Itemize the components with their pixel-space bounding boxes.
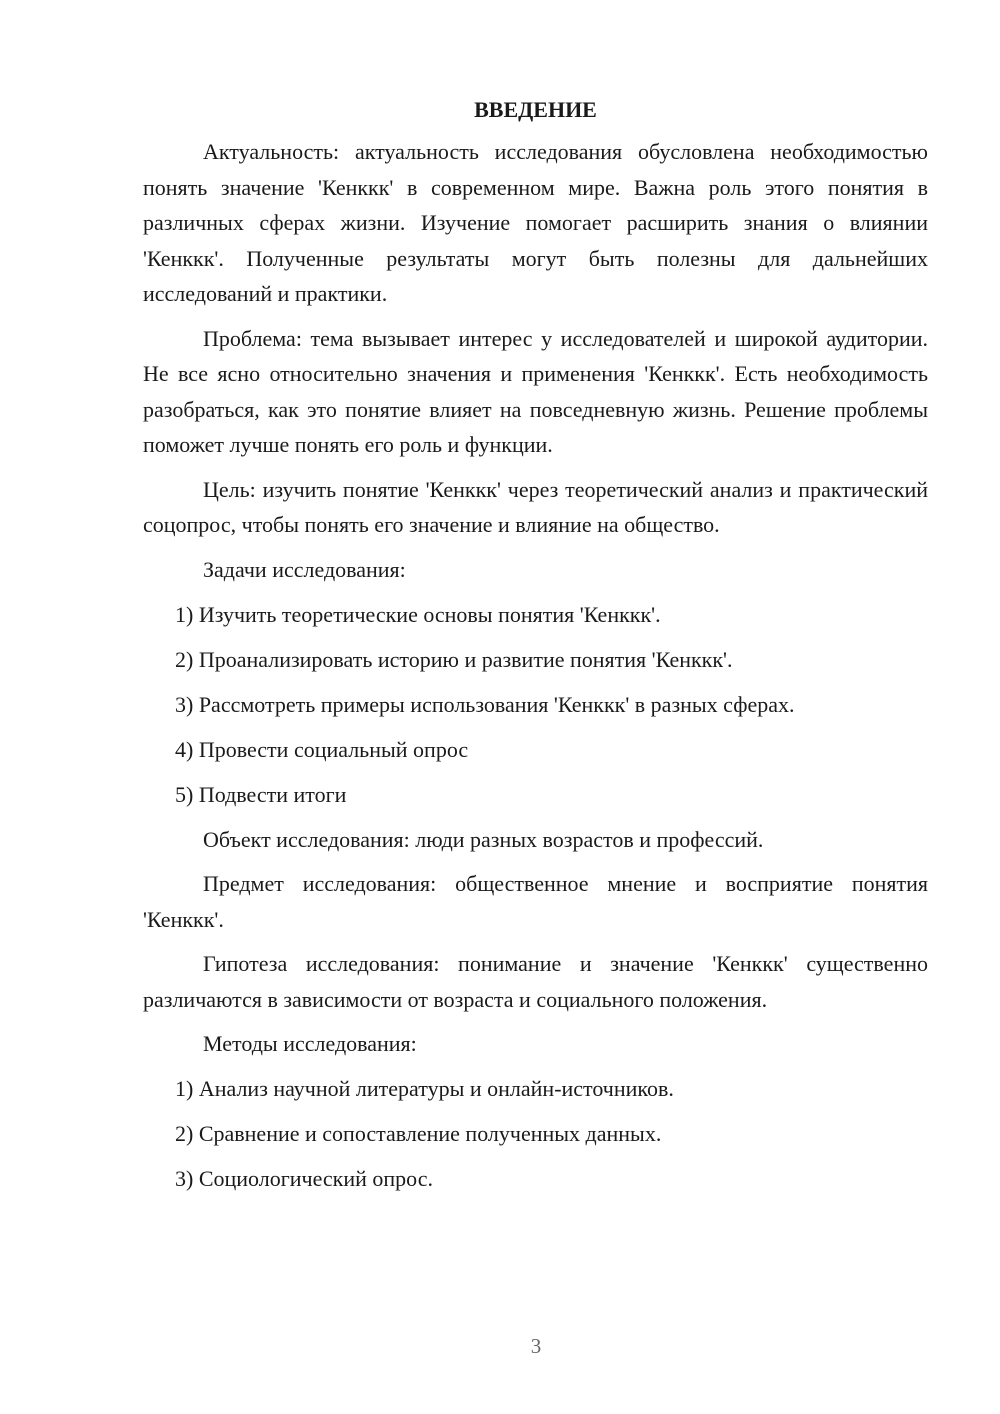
methods-heading: Методы исследования:	[203, 1031, 417, 1056]
spacer	[143, 767, 928, 777]
spacer	[143, 1152, 928, 1162]
section-title: ВВЕДЕНИЕ	[474, 97, 597, 122]
task-item: 4) Провести социальный опрос	[175, 736, 469, 762]
spacer	[143, 1107, 928, 1117]
spacer	[143, 312, 928, 321]
problem-paragraph: Проблема: тема вызывает интерес у исследователей и широкой аудитории. Не все ясно относительно значения и применения 'Кенккк'. Есть необходимость разобраться, как это понятие влияет на повседневную жизнь. Решение проблемы поможет лучше понять его роль и функции.	[143, 325, 928, 457]
goal-paragraph: Цель: изучить понятие 'Кенккк' через теоретический анализ и практический соцопрос, чтобы понять его значение и влияние на общество.	[143, 476, 928, 537]
task-item: 1) Изучить теоретические основы понятия 'Кенккк'.	[175, 601, 661, 627]
spacer	[143, 812, 928, 822]
subject-paragraph: Предмет исследования: общественное мнение и восприятие понятия 'Кенккк'.	[143, 871, 928, 932]
page-number: 3	[530, 1334, 542, 1358]
method-item: 1) Анализ научной литературы и онлайн-источников.	[175, 1076, 674, 1101]
hypothesis-paragraph: Гипотеза исследования: понимание и значение 'Кенккк' существенно различаются в зависимости от возраста и социального положения.	[143, 951, 928, 1012]
spacer	[143, 857, 928, 866]
spacer	[143, 1062, 928, 1072]
task-item: 3) Рассмотреть примеры использования 'Кенккк' в разных сферах.	[175, 691, 795, 717]
document-page	[143, 92, 928, 1197]
spacer	[143, 463, 928, 472]
method-item: 3) Социологический опрос.	[175, 1166, 433, 1191]
spacer	[143, 632, 928, 642]
spacer	[143, 937, 928, 946]
spacer	[143, 677, 928, 687]
spacer	[143, 722, 928, 732]
spacer	[143, 587, 928, 597]
task-item: 5) Подвести итоги	[175, 781, 347, 807]
spacer	[143, 1017, 928, 1026]
spacer	[143, 543, 928, 552]
task-item: 2) Проанализировать историю и развитие понятия 'Кенккк'.	[175, 646, 733, 672]
actuality-paragraph: Актуальность: актуальность исследования обусловлена необходимостью понять значение 'Кенккк' в современном мире. Важна роль этого понятия в различных сферах жизни. Изучение помогает расширить знания о влиянии 'Кенккк'. Полученные результаты могут быть полезны для дальнейших исследований и практики.	[143, 139, 928, 306]
method-item: 2) Сравнение и сопоставление полученных данных.	[175, 1121, 662, 1146]
tasks-heading: Задачи исследования:	[203, 556, 406, 582]
object-paragraph: Объект исследования: люди разных возрастов и профессий.	[203, 826, 764, 852]
